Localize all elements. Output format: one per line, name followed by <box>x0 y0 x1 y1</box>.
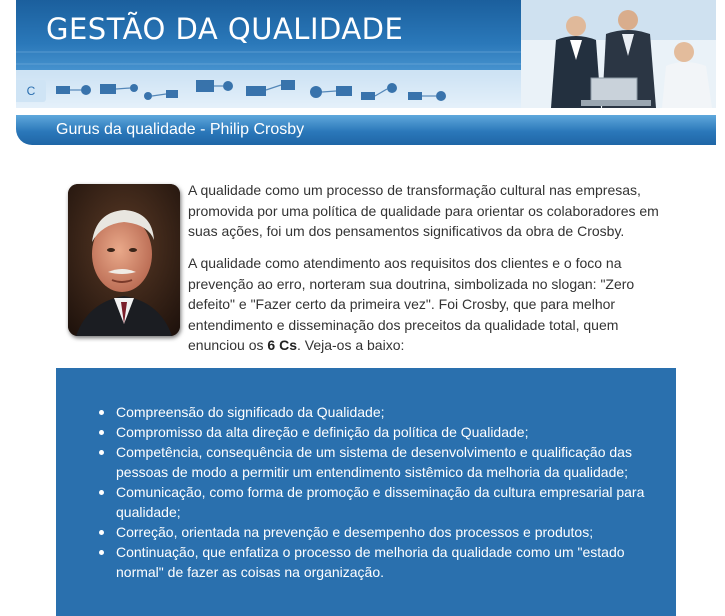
six-cs-list <box>99 402 659 582</box>
section-title: Gurus da qualidade - Philip Crosby <box>56 121 305 138</box>
list-item <box>99 482 659 522</box>
banner-tab[interactable]: C <box>16 80 46 102</box>
bullet-icon <box>99 550 104 555</box>
bullet-icon <box>99 530 104 535</box>
intro-paragraph: A qualidade como um processo de transformação cultural nas empresas, promovida por uma política de qualidade para orientar os colaboradores em suas ações, foi um dos pensamentos significativos da obra de Crosby. <box>188 182 659 239</box>
crosby-photo <box>68 184 180 336</box>
list-item <box>99 442 659 482</box>
list-item-text: Continuação, que enfatiza o processo de melhoria da qualidade como um "estado normal" de fazer as coisas na organização. <box>116 544 625 580</box>
six-cs-paragraph <box>188 253 678 356</box>
list-item <box>99 422 659 442</box>
list-item-text: Competência, consequência de um sistema de desenvolvimento e qualificação das pessoas de modo a permitir um entendimento sistêmico da melhoria da qualidade; <box>116 444 632 480</box>
list-item-text: Compromisso da alta direção e definição da política de Qualidade; <box>116 424 529 440</box>
list-item-text: Compreensão do significado da Qualidade; <box>116 404 385 420</box>
section-header <box>16 115 716 145</box>
six-cs-bold: 6 Cs <box>267 337 297 353</box>
banner-title: GESTÃO DA QUALIDADE <box>46 12 404 46</box>
header-banner <box>16 0 716 108</box>
list-item-text: Comunicação, como forma de promoção e disseminação da cultura empresarial para qualidade; <box>116 484 645 520</box>
bullet-icon <box>99 430 104 435</box>
list-item <box>99 542 659 582</box>
list-item <box>99 522 659 542</box>
bullet-icon <box>99 490 104 495</box>
bullet-icon <box>99 450 104 455</box>
portrait-image <box>68 184 180 336</box>
list-item-text: Correção, orientada na prevenção e desempenho dos processos e produtos; <box>116 524 594 540</box>
paragraph-text-end: . Veja-os a baixo: <box>296 337 405 353</box>
list-item <box>99 402 659 422</box>
paragraph-text: A qualidade como atendimento aos requisitos dos clientes e o foco na prevenção ao erro, norteram sua doutrina, simbolizada no slogan: "Zero defeito" e "Fazer certo da primeira vez". Foi Crosby, que para melhor entendimento e disseminação dos preceitos da qualidade total, quem enunciou os <box>188 255 635 353</box>
bullet-icon <box>99 410 104 415</box>
six-cs-box <box>56 368 676 616</box>
